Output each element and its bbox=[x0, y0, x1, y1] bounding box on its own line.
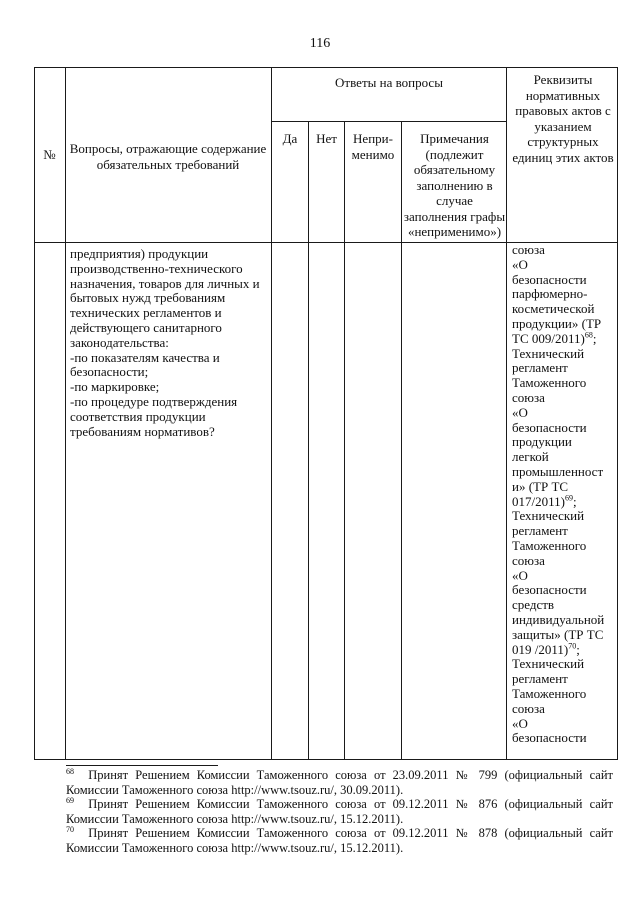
requisites-line: регламент bbox=[512, 523, 568, 539]
requisites-line: косметической bbox=[512, 301, 595, 317]
col-divider bbox=[308, 121, 309, 760]
header-requisites: Реквизиты нормативных правовых актов с указанием структурных единиц этих актов bbox=[512, 72, 614, 165]
page-number: 116 bbox=[309, 36, 331, 51]
footnote-ref: 69 bbox=[564, 493, 573, 503]
header-questions: Вопросы, отражающие содержание обязательных требований bbox=[69, 141, 267, 172]
requisites-line: Таможенного bbox=[512, 375, 587, 391]
requisites-line: регламент bbox=[512, 360, 568, 376]
requisites-line: безопасности bbox=[512, 582, 587, 598]
question-cell bbox=[70, 247, 270, 439]
question-line: -по процедуре подтверждения bbox=[70, 393, 238, 409]
table-bottom-border bbox=[34, 759, 618, 760]
header-number: № bbox=[43, 147, 56, 162]
footnote-69: $^{69}$ Принят Решением Комиссии Таможенного союза от 09.12.2011 № 876 (официальный сайт Комиссии Таможенного союза http://www.tsouz.ru/, 15.12.2011). bbox=[66, 795, 613, 826]
requisites-line: легкой bbox=[512, 449, 549, 465]
requisites-line: защиты» (ТР ТС bbox=[512, 626, 604, 642]
header-yes: Да bbox=[282, 131, 298, 146]
question-line: действующего санитарного bbox=[70, 319, 222, 335]
requisites-cell bbox=[512, 243, 616, 746]
question-line: соответствия продукции bbox=[70, 408, 206, 424]
requisites-line: индивидуальной bbox=[512, 611, 605, 627]
requisites-line: регламент bbox=[512, 671, 568, 687]
col-divider bbox=[344, 121, 345, 760]
question-line: -по маркировке; bbox=[70, 379, 160, 395]
question-line: предприятия) продукции bbox=[70, 246, 209, 261]
requisites-line: «О bbox=[512, 567, 528, 583]
question-line: законодательства: bbox=[70, 334, 169, 350]
requisites-line: ТС 009/2011)$^{68}$; bbox=[512, 330, 597, 346]
requisites-line: 017/2011)$^{69}$; bbox=[512, 493, 577, 509]
col-divider bbox=[271, 67, 272, 760]
footnote-ref: 70 bbox=[568, 641, 577, 651]
requisites-line: безопасности bbox=[512, 271, 587, 287]
footnote-70: $^{70}$ Принят Решением Комиссии Таможенного союза от 09.12.2011 № 878 (официальный сайт Комиссии Таможенного союза http://www.tsouz.ru/, 15.12.2011). bbox=[66, 824, 613, 855]
requisites-line: «О bbox=[512, 404, 528, 420]
header-answers: Ответы на вопросы bbox=[335, 75, 443, 90]
table-top-border bbox=[34, 67, 618, 68]
requisites-line: парфюмерно- bbox=[512, 286, 588, 302]
footnote-ref: 68 bbox=[584, 330, 593, 340]
table-left-border bbox=[34, 67, 35, 760]
requisites-line: Технический bbox=[512, 345, 585, 361]
table-right-border bbox=[617, 67, 618, 760]
question-line: производственно-технического bbox=[70, 260, 243, 276]
header-not-applicable: Непри- менимо bbox=[351, 131, 395, 162]
requisites-line: Технический bbox=[512, 508, 585, 524]
requisites-line: «О bbox=[512, 715, 528, 731]
footnote-separator bbox=[66, 765, 218, 766]
requisites-line: союза bbox=[512, 242, 545, 257]
question-line: безопасности; bbox=[70, 364, 149, 380]
requisites-line: Таможенного bbox=[512, 537, 587, 553]
requisites-line: продукции» (ТР bbox=[512, 315, 602, 331]
requisites-line: союза bbox=[512, 552, 545, 568]
requisites-line: безопасности bbox=[512, 730, 587, 746]
requisites-line: безопасности bbox=[512, 419, 587, 435]
question-line: требованиям нормативов? bbox=[70, 423, 215, 439]
question-line: технических регламентов и bbox=[70, 305, 222, 321]
requisites-line: союза bbox=[512, 389, 545, 405]
header-notes: Примечания (подлежит обязательному заполнению в случае заполнения графы «неприменимо») bbox=[403, 131, 506, 239]
answers-subheader-divider bbox=[271, 121, 506, 122]
requisites-line: союза bbox=[512, 700, 545, 716]
requisites-line: Технический bbox=[512, 656, 585, 672]
requisites-line: промышленност bbox=[512, 463, 604, 479]
col-divider bbox=[506, 67, 507, 760]
requisites-line: средств bbox=[512, 597, 555, 613]
requisites-line: «О bbox=[512, 256, 528, 272]
requisites-line: продукции bbox=[512, 434, 572, 450]
question-line: назначения, товаров для личных и bbox=[70, 275, 260, 291]
question-line: бытовых нужд требованиям bbox=[70, 290, 226, 306]
requisites-line: и» (ТР ТС bbox=[512, 478, 569, 494]
requisites-line: Таможенного bbox=[512, 685, 587, 701]
question-line: -по показателям качества и bbox=[70, 349, 220, 365]
requisites-line: 019 /2011)$^{70}$; bbox=[512, 641, 580, 657]
requirements-table bbox=[34, 67, 618, 760]
header-no: Нет bbox=[316, 131, 337, 146]
footnote-68: $^{68}$ Принят Решением Комиссии Таможенного союза от 23.09.2011 № 799 (официальный сайт Комиссии Таможенного союза http://www.tsouz.ru/, 30.09.2011). bbox=[66, 766, 613, 797]
